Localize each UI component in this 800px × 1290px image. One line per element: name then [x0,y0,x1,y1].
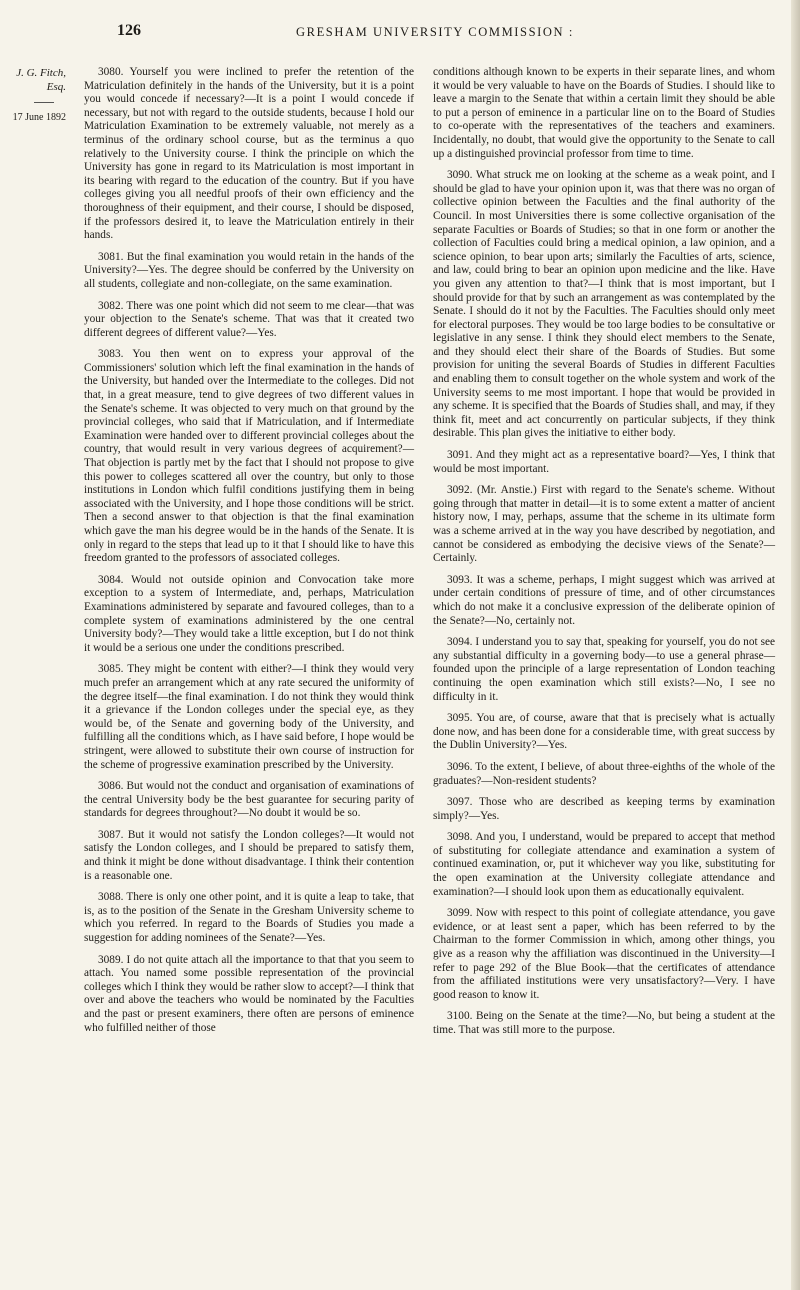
evidence-paragraph: 3094. I understand you to say that, speaking for yourself, you do not see any substantial difficulty in a governing body—to use a general phrase—founded upon the principle of a large representation of London teaching continuing the open examination which still exists?—No, I see no difficulty in it. [433,636,775,703]
evidence-paragraph: 3095. You are, of course, aware that that is precisely what is actually done now, and has been done for a considerable time, with great success by the Dublin University?—Yes. [433,712,775,752]
evidence-paragraph: 3098. And you, I understand, would be prepared to accept that method of substituting for collegiate attendance and examination a system of continued examination, or, put it whichever way you like, substituting for the open examination at the University collegiate attendance and examination?—I should look upon them as educationally equivalent. [433,831,775,898]
evidence-paragraph: 3091. And they might act as a representative board?—Yes, I think that would be most important. [433,449,775,475]
evidence-date: 17 June 1892 [12,112,66,123]
right-column [433,66,775,1046]
evidence-paragraph: 3090. What struck me on looking at the scheme as a weak point, and I should be glad to have your opinion upon it, was that there was no organ of collective opinion between the Faculties and the final authority of the Council. In most Universities there is some collective organisation of the separate Faculties or Boards of Studies; so that in one form or another the collection of Faculties could bring a medical opinion, a law opinion, and a science opinion, to bear upon arts; similarly the Faculties of arts, science, and law, could bring to bear an opinion upon medicine and the like. Have you given any attention to that?—I think that is most important, but I should provide for that by such an arrangement as was contemplated by the Senate. I should do it not by the Faculties. The Faculties should only meet for electoral purposes. They would be too large bodies to be consultative or legislative in any sense. I think they should elect members to the Senate, and they should elect their share of the Boards of Studies. But some provision for uniting the several Boards of Studies in different Faculties and enabling them to consult together on the whole system and work of the University seems to me most important. I hope that would be provided in any scheme. It is specified that the Boards of Studies shall, and may, if they think fit, meet and act concurrently on particular subjects, if they think desirable. This plan gives the initiative to either body. [433,169,775,440]
left-column [84,66,414,1043]
evidence-paragraph: 3093. It was a scheme, perhaps, I might suggest which was arrived at under certain conditions of pressure of time, and of other circumstances which do not make it a conclusive expression of the deliberate opinion of the Senate?—No, certainly not. [433,573,775,627]
evidence-paragraph: 3081. But the final examination you would retain in the hands of the University?—Yes. The degree should be conferred by the University on all students, collegiate and non-collegiate, on the same examination. [84,250,414,290]
evidence-paragraph: 3099. Now with respect to this point of collegiate attendance, you gave evidence, or at least sent a paper, which has been referred to by the Chairman to the former Commission in which, among other things, you give as a reason why the affiliation was discontinued in the University—I refer to page 292 of the Blue Book—that the certificates of attendance from the affiliated institutions were very unsatisfactory?—Very. I have good reason to know it. [433,907,775,1001]
evidence-paragraph: 3080. Yourself you were inclined to prefer the retention of the Matriculation definitely in the hands of the University, but it is a point you would concede if necessary?—It is a point I would concede if necessary, but not with regard to the outside students, because I hold our Matriculation Examination to be extremely valuable, not merely as a terminus of the ordinary school course, but as the terminus a quo relatively to the University course. I think the principle on which the University has gone in regard to its Matriculation is most important in its bearing with regard to the education of the country. But if you have colleges giving you all needful proofs of their own efficiency and the thoroughness of their equipment, and their course, I should be disposed, if the professors desired it, to leave the Matriculation entirely in their hands. [84,66,414,242]
evidence-paragraph: 3092. (Mr. Anstie.) First with regard to the Senate's scheme. Without going through that matter in detail—it is to some extent a matter of ancient history now, I may, perhaps, assume that the scheme in its ultimate form was a scheme arrived at in the way you have described by negotiation, and cannot be considered as embodying the decisive views of the Senate?—Certainly. [433,484,775,565]
evidence-paragraph: 3087. But it would not satisfy the London colleges?—It would not satisfy the London colleges, and I should be prepared to satisfy them, and think it might be done without disadvantage. I think their contention is a reasonable one. [84,828,414,882]
evidence-paragraph: 3082. There was one point which did not seem to me clear—that was your objection to the Senate's scheme. That was that it created two different degrees of different value?—Yes. [84,299,414,339]
evidence-paragraph: conditions although known to be experts in their separate lines, and whom it would be very valuable to have on the Boards of Studies. I should like to leave a margin to the Senate that within a certain limit they should be able to put a person of eminence in a particular line on to the Board of Studies to co-operate with the representatives of the teachers and examiners. Incidentally, no doubt, that would give the opportunity to the Senate to call up a distinguished provincial professor from time to time. [433,66,775,160]
evidence-paragraph: 3083. You then went on to express your approval of the Commissioners' solution which left the final examination in the hands of the University, but handed over the Intermediate to the colleges. Did not that, in a great measure, tend to give degrees of two different values in the Senate's scheme. It was objected to very much on that ground by the provincial colleges, who said that if Matriculation, and if Intermediate Examination were handed over to different provincial colleges about the country, that would result in very various degrees of acquirement?—That objection is partly met by the fact that I should not propose to give this power to colleges scattered all over the country, but only to those institutions in London which fulfil conditions justifying them in being associated with the University, and I hope those conditions will be strict. Then a second answer to that objection is that the final examination which gave the man his degree would be in the hands of the Senate. It is only in regard to the steps that lead up to it that I should like to have this freedom granted to the professors of associated colleges. [84,348,414,565]
witness-name: J. G. Fitch, Esq. [16,67,66,93]
evidence-paragraph: 3085. They might be content with either?—I think they would very much prefer an arrangement which at any rate secured the uniformity of the degree itself—the final examination. I do not think they would think it a grievance if the London colleges under the special eye, as they would be, of the Senate and governing body of the University, and fulfilling all the conditions which, as I have said before, I hope would be stringent, were allowed to substitute their own course of instruction for the scheme of progressive examination prescribed by the University. [84,663,414,771]
evidence-paragraph: 3096. To the extent, I believe, of about three-eighths of the whole of the graduates?—Non-resident students? [433,760,775,787]
evidence-paragraph: 3084. Would not outside opinion and Convocation take more exception to a system of Intermediate, and, perhaps, Matriculation Examinations administered by separate and favoured colleges, than to a complete system of examinations administered by the one central University body?—They would take a little exception, but I do not think it would be a serious one under the conditions prescribed. [84,573,414,654]
page-number: 126 [117,22,141,39]
margin-rule [34,102,54,103]
page-edge [791,0,800,1290]
evidence-paragraph: 3089. I do not quite attach all the importance to that that you seem to attach. You named some possible representation of the provincial colleges which I think they would be rather slow to accept?—I think that over and above the teachers who would be nominated by the Faculties and the past or present examiners, there often are persons of eminence who fulfilled neither of those [84,953,414,1034]
page-header [0,22,800,46]
evidence-paragraph: 3088. There is only one other point, and it is quite a leap to take, that is, as to the position of the Senate in the Gresham University scheme to which you referred. In regard to the Boards of Studies you made a suggestion for adding nominees of the Senate?—Yes. [84,891,414,945]
running-head: GRESHAM UNIVERSITY COMMISSION : [296,25,574,39]
witness-margin-note [4,66,66,125]
evidence-paragraph: 3086. But would not the conduct and organisation of examinations of the central University body be the best guarantee for securing parity of standards for degrees throughout?—No doubt it would be so. [84,780,414,820]
evidence-paragraph: 3100. Being on the Senate at the time?—No, but being a student at the time. That was still more to the purpose. [433,1010,775,1036]
evidence-paragraph: 3097. Those who are described as keeping terms by examination simply?—Yes. [433,796,775,822]
